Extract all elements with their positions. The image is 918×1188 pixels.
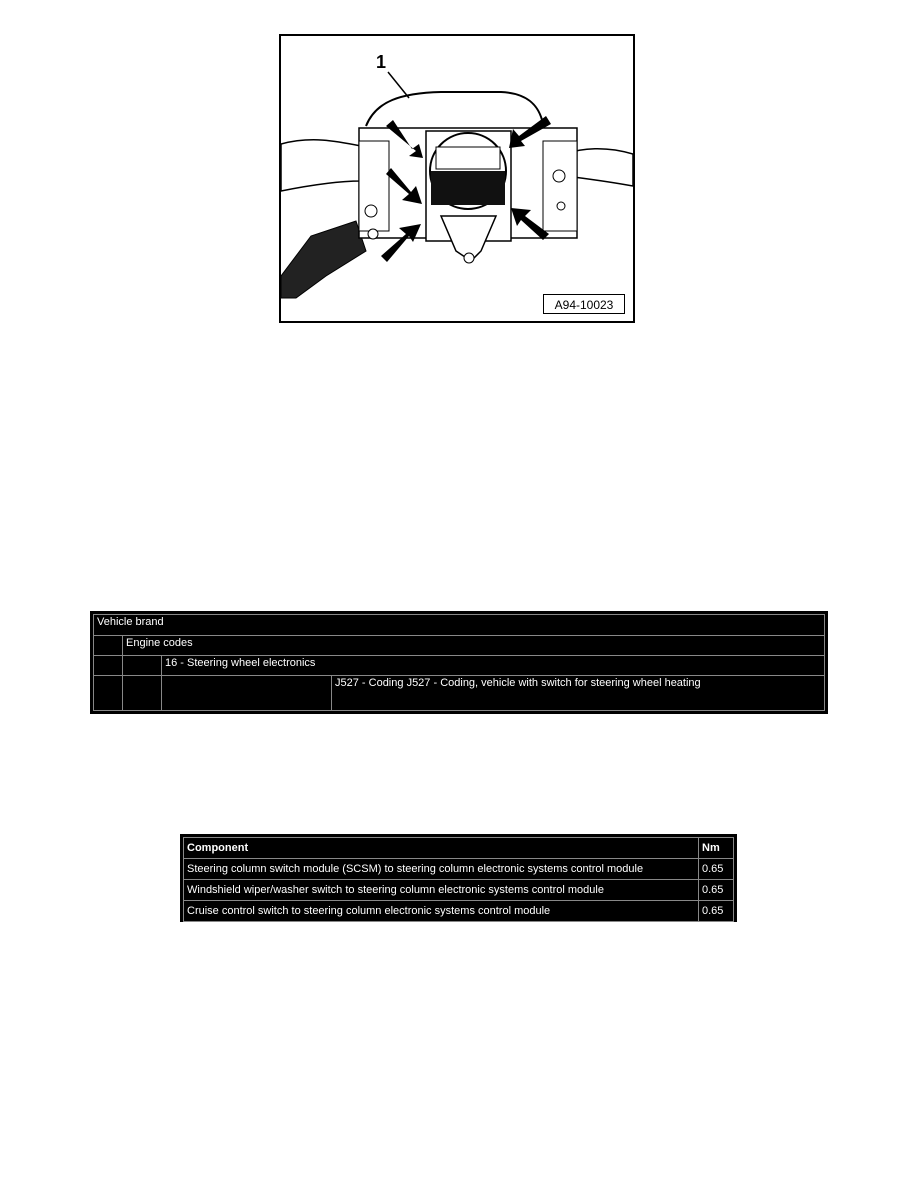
- component-cell: Windshield wiper/washer switch to steering column electronic systems control module: [184, 880, 699, 901]
- indent-cell: [94, 636, 123, 656]
- nm-cell: 0.65: [699, 880, 734, 901]
- indent-cell: [94, 676, 123, 711]
- nm-cell: 0.65: [699, 859, 734, 880]
- table-row: [184, 859, 734, 880]
- vehicle-brand-cell: Vehicle brand: [94, 615, 825, 636]
- nm-header: Nm: [699, 838, 734, 859]
- component-header: Component: [184, 838, 699, 859]
- nm-cell: 0.65: [699, 901, 734, 922]
- coding-text: J527 - Coding, vehicle with switch for steering wheel heating: [406, 677, 701, 689]
- steering-wheel-electronics-cell: 16 - Steering wheel electronics: [162, 656, 825, 676]
- table-row: [184, 880, 734, 901]
- indent-cell: [94, 656, 123, 676]
- coding-label: J527 - Coding: [335, 677, 404, 689]
- callout-label: 1: [376, 52, 387, 72]
- component-cell: Steering column switch module (SCSM) to steering column electronic systems control module: [184, 859, 699, 880]
- engine-codes-cell: Engine codes: [123, 636, 825, 656]
- indent-cell: [123, 676, 162, 711]
- indent-cell: [123, 656, 162, 676]
- table-row: [184, 901, 734, 922]
- component-cell: Cruise control switch to steering column electronic systems control module: [184, 901, 699, 922]
- coding-description-cell: [332, 676, 825, 711]
- steering-column-illustration: [281, 36, 633, 321]
- coding-table: [90, 611, 828, 714]
- steering-column-figure: [279, 34, 635, 323]
- figure-id-label: A94-10023: [543, 294, 625, 314]
- torque-table: [180, 834, 737, 922]
- indent-cell: [162, 676, 332, 711]
